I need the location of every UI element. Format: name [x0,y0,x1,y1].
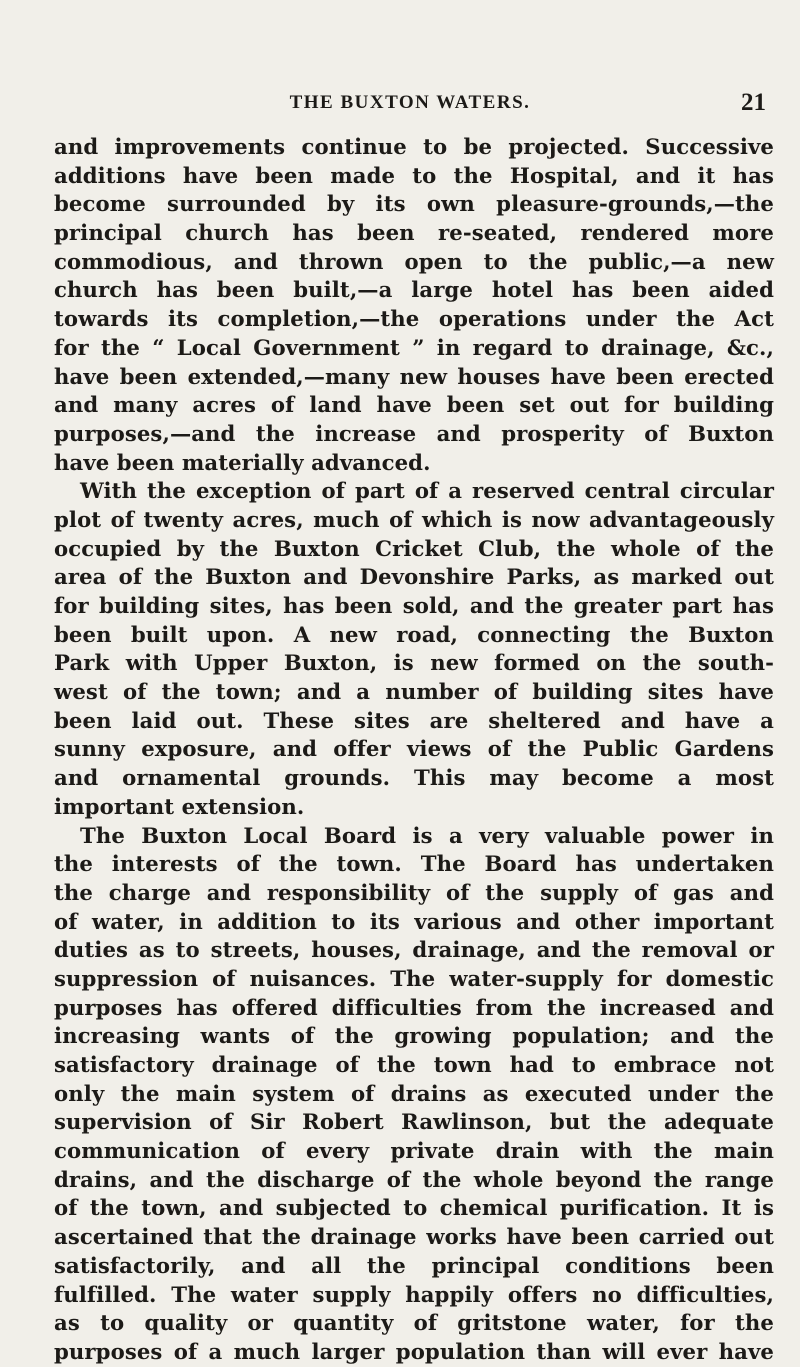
text-line: increasing wants of the growing population; and the [54,1023,774,1049]
text-line: Park with Upper Buxton, is new formed on the south- [54,650,774,676]
text-line: have been extended,—many new houses have been erected [54,363,774,389]
text-line: become surrounded by its own pleasure-grounds,—the [54,191,774,217]
text-line: been laid out. These sites are sheltered and have a [54,707,774,733]
text-line: area of the Buxton and Devonshire Parks, as marked out [54,564,774,590]
text-line: and improvements continue to be projected. Successive [54,134,774,159]
text-line: of water, in addition to its various and other important [54,908,774,934]
text-line: With the exception of part of a reserved central circular [80,478,774,504]
text-line: commodious, and thrown open to the public,—a new [54,248,774,274]
text-line: west of the town; and a number of building sites have [54,679,774,705]
running-head [54,89,766,119]
text-line: drains, and the discharge of the whole beyond the range [54,1166,774,1192]
text-line: satisfactorily, and all the principal conditions been [54,1252,774,1278]
text-line: sunny exposure, and offer views of the Public Gardens [54,736,774,762]
text-line: communication of every private drain with the main [54,1138,774,1164]
text-line: for the “ Local Government ” in regard to drainage, &c., [54,334,774,360]
text-line: as to quality or quantity of gritstone water, for the [54,1310,774,1336]
text-line: of the town, and subjected to chemical purification. It is [54,1195,774,1221]
text-line: purposes of a much larger population than will ever have [54,1338,774,1364]
text-line: important extension. [54,793,305,819]
text-line: purposes has offered difficulties from the increased and [54,994,774,1020]
body-text [54,133,774,1367]
text-line: for building sites, has been sold, and the greater part has [54,593,774,618]
running-title: THE BUXTON WATERS. [289,92,531,113]
text-line: principal church has been re-seated, rendered more [54,220,774,246]
text-line: purposes,—and the increase and prosperity of Buxton [54,420,774,446]
text-line: The Buxton Local Board is a very valuable power in [80,822,774,848]
text-line: the charge and responsibility of the supply of gas and [54,879,774,905]
page-number: 21 [741,89,766,116]
text-line: plot of twenty acres, much of which is now advantageously [54,506,774,532]
text-line: fulfilled. The water supply happily offers no difficulties, [54,1281,774,1307]
text-line: been built upon. A new road, connecting the Buxton [54,621,774,647]
text-line: duties as to streets, houses, drainage, and the removal or [54,937,774,963]
text-line: supervision of Sir Robert Rawlinson, but the adequate [54,1109,774,1135]
text-line: occupied by the Buxton Cricket Club, the whole of the [54,535,774,561]
text-line: have been materially advanced. [54,449,431,475]
text-line: additions have been made to the Hospital, and it has [54,162,774,188]
text-line: only the main system of drains as executed under the [54,1080,774,1106]
text-line: towards its completion,—the operations under the Act [54,306,774,332]
text-line: the interests of the town. The Board has undertaken [54,851,774,877]
text-line: and ornamental grounds. This may become a most [54,765,774,791]
text-line: suppression of nuisances. The water-supply for domestic [54,965,774,991]
text-line: satisfactory drainage of the town had to embrace not [54,1052,774,1077]
text-line: ascertained that the drainage works have been carried out [54,1224,774,1250]
text-line: and many acres of land have been set out for building [54,392,774,418]
text-line: church has been built,—a large hotel has been aided [54,277,774,303]
